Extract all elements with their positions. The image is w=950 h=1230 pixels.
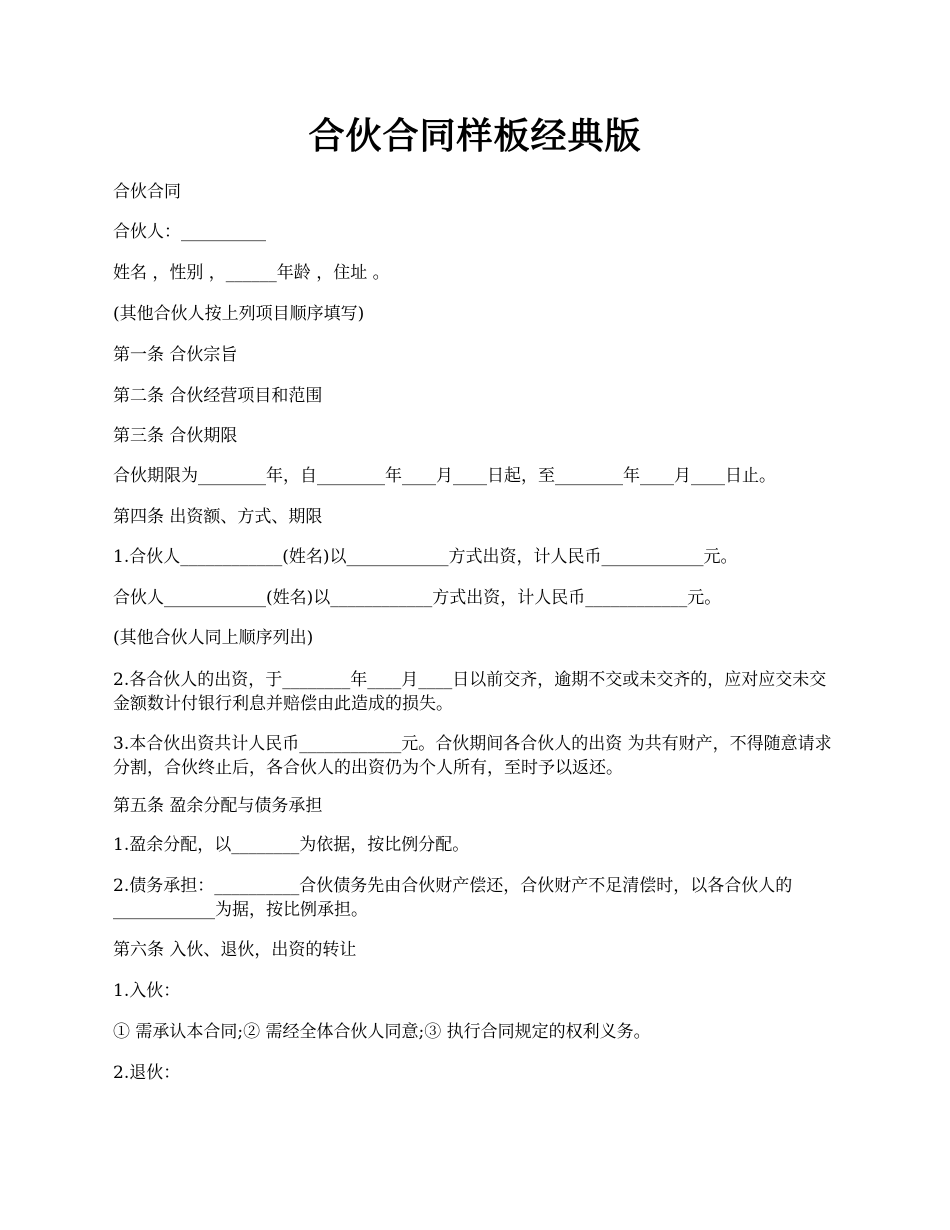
withdrawal-heading: 2.退伙：: [113, 1063, 181, 1083]
joining-heading: 1.入伙：: [113, 981, 181, 1001]
term-line: 合伙期限为________年，自________年____月____日起，至________年____月____日止。: [113, 466, 776, 486]
other-partners-order-note: (其他合伙人同上顺序列出): [113, 628, 314, 648]
article-6-heading: 第六条 入伙、退伙，出资的转让: [113, 940, 357, 960]
contract-heading: 合伙合同: [113, 182, 181, 202]
joining-conditions-line: ① 需承认本合同;② 需经全体合伙人同意;③ 执行合同规定的权利义务。: [113, 1022, 651, 1042]
partner-info-line: 姓名 ，性别 ，______年龄 ，住址 。: [113, 263, 390, 283]
contribution-line-1: 1.合伙人____________(姓名)以____________方式出资，计人民币____________元。: [113, 547, 738, 567]
article-1-heading: 第一条 合伙宗旨: [113, 345, 238, 365]
article-4-heading: 第四条 出资额、方式、期限: [113, 507, 323, 527]
contribution-deadline-paragraph: 2.各合伙人的出资，于________年____月____日以前交齐，逾期不交或未交齐的，应对应交未交金额数计付银行利息并赔偿由此造成的损失。: [113, 670, 827, 714]
debt-paragraph: 2.债务承担：__________合伙债务先由合伙财产偿还，合伙财产不足清偿时，以各合伙人的____________为据，按比例承担。: [113, 876, 793, 920]
other-partners-note: (其他合伙人按上列项目顺序填写): [113, 304, 365, 324]
profit-distribution-line: 1.盈余分配，以________为依据，按比例分配。: [113, 835, 470, 855]
article-5-heading: 第五条 盈余分配与债务承担: [113, 796, 323, 816]
article-3-heading: 第三条 合伙期限: [113, 426, 238, 446]
contribution-line-2: 合伙人____________(姓名)以____________方式出资，计人民币____________元。: [113, 588, 722, 608]
article-2-heading: 第二条 合伙经营项目和范围: [113, 386, 323, 406]
document-title: 合伙合同样板经典版: [308, 115, 642, 157]
partner-line: 合伙人：__________: [113, 222, 266, 242]
total-contribution-paragraph: 3.本合伙出资共计人民币____________元。合伙期间各合伙人的出资 为共有财产，不得随意请求分割，合伙终止后，各合伙人的出资仍为个人所有，至时予以返还。: [113, 734, 832, 778]
